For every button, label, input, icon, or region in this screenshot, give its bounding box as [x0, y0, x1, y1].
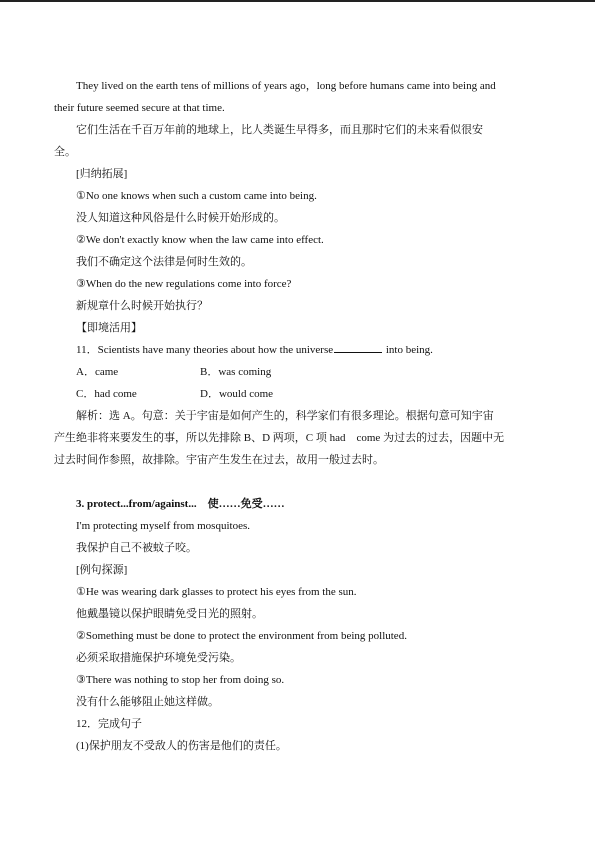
summary-item-2-zh: 我们不确定这个法律是何时生效的。 — [76, 256, 252, 268]
answer-blank — [334, 343, 382, 353]
option-b: B．was coming — [200, 366, 272, 378]
section-3-title: 3. protect...from/against... 使……免受…… — [76, 498, 285, 510]
practice-heading: 【即境活用】 — [76, 322, 142, 334]
section-3-example-en: I'm protecting myself from mosquitoes. — [76, 520, 250, 532]
section-3-heading: [例句探源] — [76, 564, 128, 576]
question-11 — [76, 343, 433, 357]
example-chinese-line-1: 它们生活在千百万年前的地球上，比人类诞生早得多，而且那时它们的未来看似很安 — [76, 124, 483, 136]
example-chinese-line-2: 全。 — [54, 146, 76, 158]
option-c: C．had come — [76, 388, 137, 400]
summary-item-1-zh: 没人知道这种风俗是什么时候开始形成的。 — [76, 212, 285, 224]
summary-heading: [归纳拓展] — [76, 168, 128, 180]
question-12-heading: 12．完成句子 — [76, 718, 142, 730]
section-3-item-3-zh: 没有什么能够阻止她这样做。 — [76, 696, 219, 708]
summary-item-2-en: ②We don't exactly know when the law came into effect. — [76, 234, 324, 246]
section-3-item-1-zh: 他戴墨镜以保护眼睛免受日光的照射。 — [76, 608, 263, 620]
answer-explanation-line-1: 解析：选 A。句意：关于宇宙是如何产生的，科学家们有很多理论。根据句意可知宇宙 — [76, 410, 494, 422]
section-3-item-3-en: ③There was nothing to stop her from doing so. — [76, 674, 285, 686]
question-11-text-end: into being. — [385, 344, 433, 356]
top-rule — [0, 0, 595, 2]
section-3-item-2-en: ②Something must be done to protect the environment from being polluted. — [76, 630, 407, 642]
question-12-part-1: (1)保护朋友不受敌人的伤害是他们的责任。 — [76, 740, 287, 752]
section-3-item-2-zh: 必须采取措施保护环境免受污染。 — [76, 652, 241, 664]
summary-item-3-en: ③When do the new regulations come into force? — [76, 278, 292, 290]
question-11-text: 11．Scientists have many theories about how the universe — [76, 344, 334, 356]
option-d: D．would come — [200, 388, 274, 400]
answer-explanation-line-3: 过去时间作参照，故排除。宇宙产生发生在过去，故用一般过去时。 — [54, 454, 384, 466]
example-english-line-1: They lived on the earth tens of millions of years ago，long before humans came into being and — [76, 80, 496, 92]
summary-item-1-en: ①No one knows when such a custom came into being. — [76, 190, 317, 202]
answer-explanation-line-2: 产生绝非将来要发生的事，所以先排除 B、D 两项，C 项 had come 为过去的过去，因题中无 — [54, 432, 505, 444]
example-english-line-2: their future seemed secure at that time. — [54, 102, 225, 114]
section-3-item-1-en: ①He was wearing dark glasses to protect his eyes from the sun. — [76, 586, 357, 598]
summary-item-3-zh: 新规章什么时候开始执行？ — [76, 300, 208, 312]
section-3-example-zh: 我保护自己不被蚊子咬。 — [76, 542, 197, 554]
option-a: A．came — [76, 366, 119, 378]
